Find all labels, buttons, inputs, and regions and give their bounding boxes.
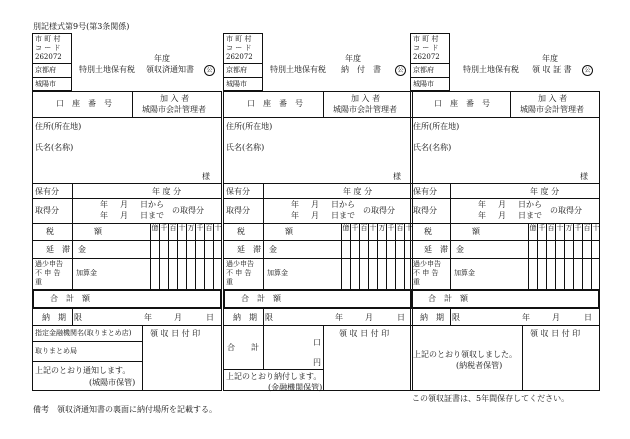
- column-line: [159, 223, 160, 289]
- field-label: 月: [311, 211, 319, 220]
- field-label: 日まで: [518, 211, 542, 220]
- tax-name: 特別土地保有税: [463, 65, 519, 74]
- rule-line: [32, 258, 222, 259]
- column-line: [582, 223, 583, 289]
- field-label: の取得分: [363, 206, 395, 215]
- rule-line: [32, 63, 72, 64]
- field-label: 過少申告: [413, 260, 441, 268]
- rule-line: [223, 258, 413, 259]
- field-label: 城陽市会計管理者: [520, 105, 584, 114]
- rule-line: [32, 325, 222, 326]
- column-line: [142, 325, 143, 391]
- field-label: 額: [472, 227, 480, 236]
- tax-name: 特別土地保有税: [79, 65, 135, 74]
- rule-line: [410, 63, 450, 64]
- field-label: 城陽市: [226, 80, 247, 88]
- column-line: [186, 223, 187, 289]
- field-label: 氏名(名称): [413, 143, 452, 152]
- digit-label: 万: [565, 224, 573, 232]
- field-label: 円: [313, 358, 321, 367]
- rule-line: [410, 117, 600, 118]
- field-label: 領 収 日 付 印: [339, 329, 390, 338]
- field-label: 領 収 日 付 印: [530, 329, 581, 338]
- field-label: 口: [313, 338, 321, 347]
- field-label: 加 入 者: [351, 94, 381, 103]
- field-label: 月: [311, 200, 319, 209]
- field-label: 指定金融機関名(取りまとめ店): [35, 329, 132, 337]
- digit-label: 百: [583, 224, 591, 232]
- field-label: 市 町 村: [413, 35, 439, 43]
- form-table: [410, 91, 600, 391]
- field-label: 氏名(名称): [35, 143, 74, 152]
- field-label: 合 計 額: [241, 294, 281, 303]
- field-label: の取得分: [550, 206, 582, 215]
- field-label: 月: [365, 313, 373, 322]
- rule-line: [32, 341, 142, 342]
- field-label: 城陽市会計管理者: [142, 105, 206, 114]
- digit-label: 百: [547, 224, 555, 232]
- field-label: 額: [94, 227, 102, 236]
- column-line: [537, 223, 538, 289]
- rule-line: [223, 117, 413, 118]
- field-label: 年: [291, 200, 299, 209]
- rule-line: [410, 198, 600, 199]
- rule-line: [223, 198, 413, 199]
- column-line: [450, 183, 451, 289]
- field-label: 上記のとおり領収しました。: [413, 350, 517, 359]
- digit-label: 千: [160, 224, 168, 232]
- field-label: 重: [413, 278, 420, 286]
- field-label: 京都府: [35, 66, 56, 74]
- field-label: 合: [227, 343, 235, 352]
- field-label: 月: [120, 211, 128, 220]
- field-label: 様: [202, 172, 210, 181]
- field-label: 日: [397, 313, 405, 322]
- field-label: 年 度 分: [343, 187, 373, 196]
- rule-line: [223, 369, 323, 370]
- rule-line: [223, 183, 413, 184]
- rule-line: [32, 361, 142, 362]
- digit-label: 十: [214, 224, 222, 232]
- field-label: 保有分: [226, 187, 250, 196]
- field-label: 月: [120, 200, 128, 209]
- field-label: 月: [498, 200, 506, 209]
- column-line: [591, 223, 592, 289]
- rule-line: [410, 258, 600, 259]
- field-label: 262072: [35, 53, 62, 61]
- form-table: [32, 91, 222, 391]
- column-line: [395, 223, 396, 289]
- digit-label: 万: [378, 224, 386, 232]
- column-line: [195, 223, 196, 289]
- column-line: [522, 325, 523, 391]
- column-line: [377, 223, 378, 289]
- field-label: 年: [291, 211, 299, 220]
- column-line: [555, 223, 556, 289]
- column-line: [323, 91, 324, 117]
- retention-note: この領収証書は、5年間保存してください。: [412, 394, 570, 403]
- field-label: 日まで: [331, 211, 355, 220]
- field-label: 額: [285, 227, 293, 236]
- field-label: 取得分: [413, 206, 437, 215]
- column-line: [510, 91, 511, 117]
- column-line: [177, 223, 178, 289]
- rule-line: [223, 240, 413, 241]
- digit-label: 十: [178, 224, 186, 232]
- column-line: [546, 223, 547, 289]
- field-label: 税: [424, 227, 432, 236]
- rule-line: [32, 77, 72, 78]
- field-label: コ ー ド: [226, 44, 252, 52]
- column-line: [168, 223, 169, 289]
- rule-line: [32, 240, 222, 241]
- column-line: [341, 223, 342, 289]
- column-line: [132, 91, 133, 117]
- field-label: 加算金: [454, 269, 475, 277]
- digit-label: 億: [529, 224, 537, 232]
- form-title: 別記様式第9号(第3条関係): [33, 22, 130, 31]
- field-label: 合 計 額: [428, 294, 468, 303]
- field-label: 納 期 限: [233, 313, 273, 322]
- rule-line: [32, 198, 222, 199]
- field-label: 日から: [331, 200, 355, 209]
- field-label: 住所(所在地): [226, 122, 273, 131]
- digit-label: 千: [196, 224, 204, 232]
- field-label: 年: [100, 200, 108, 209]
- field-label: 加算金: [267, 269, 288, 277]
- field-label: 日から: [140, 200, 164, 209]
- column-line: [359, 223, 360, 289]
- seal-icon: 公: [204, 65, 215, 76]
- field-label: 氏名(名称): [226, 143, 265, 152]
- field-label: 延 滞 金: [424, 245, 464, 254]
- field-label: 市 町 村: [226, 35, 252, 43]
- field-label: 過少申告: [35, 260, 63, 268]
- rule-line: [223, 325, 413, 326]
- field-label: 市 町 村: [35, 35, 61, 43]
- field-label: の取得分: [172, 206, 204, 215]
- field-label: 月: [174, 313, 182, 322]
- field-label: 年 度 分: [152, 187, 182, 196]
- field-label: 合 計 額: [50, 294, 90, 303]
- field-label: 保有分: [413, 187, 437, 196]
- column-line: [368, 223, 369, 289]
- digit-label: 百: [205, 224, 213, 232]
- field-label: 262072: [413, 53, 440, 61]
- field-label: (金融機関保管): [268, 383, 323, 392]
- column-line: [204, 223, 205, 289]
- field-label: 重: [35, 278, 42, 286]
- field-label: 税: [46, 227, 54, 236]
- column-line: [263, 183, 264, 289]
- column-line: [213, 223, 214, 289]
- field-label: 延 滞 金: [237, 245, 277, 254]
- field-label: 不 申 告: [413, 269, 439, 277]
- panel-notification: [32, 33, 222, 391]
- digit-label: 億: [342, 224, 350, 232]
- digit-label: 千: [351, 224, 359, 232]
- digit-label: 億: [151, 224, 159, 232]
- digit-label: 十: [405, 224, 413, 232]
- field-label: 月: [498, 211, 506, 220]
- field-label: 城陽市: [413, 80, 434, 88]
- field-label: 年: [522, 313, 530, 322]
- column-line: [386, 223, 387, 289]
- tax-name: 特別土地保有税: [270, 65, 326, 74]
- field-label: 加算金: [76, 269, 97, 277]
- field-label: 上記のとおり納付します。: [226, 372, 322, 381]
- field-label: 口 座 番 号: [56, 99, 112, 108]
- field-label: 京都府: [226, 66, 247, 74]
- column-line: [72, 183, 73, 289]
- field-label: 上記のとおり通知します。: [35, 366, 131, 375]
- field-label: 領 収 日 付 印: [150, 329, 201, 338]
- field-label: 年: [100, 211, 108, 220]
- field-label: (納税者保管): [456, 361, 503, 370]
- column-line: [564, 223, 565, 289]
- rule-line: [223, 77, 263, 78]
- panel-payment-slip: [223, 33, 413, 391]
- field-label: 262072: [226, 53, 253, 61]
- field-label: 様: [580, 172, 588, 181]
- field-label: コ ー ド: [35, 44, 61, 52]
- field-label: 様: [393, 172, 401, 181]
- field-label: 取得分: [226, 206, 250, 215]
- rule-line: [410, 77, 450, 78]
- field-label: 年: [144, 313, 152, 322]
- field-label: 日: [206, 313, 214, 322]
- field-label: 税: [237, 227, 245, 236]
- field-label: 京都府: [413, 66, 434, 74]
- panel-receipt: [410, 33, 600, 403]
- digit-label: 千: [387, 224, 395, 232]
- digit-label: 百: [360, 224, 368, 232]
- field-label: 加 入 者: [538, 94, 568, 103]
- field-label: 加 入 者: [160, 94, 190, 103]
- field-label: 重: [226, 278, 233, 286]
- field-label: 過少申告: [226, 260, 254, 268]
- field-label: 年: [335, 313, 343, 322]
- field-label: 日から: [518, 200, 542, 209]
- column-line: [528, 223, 529, 289]
- digit-label: 万: [187, 224, 195, 232]
- document-name: 納 付 書: [341, 65, 381, 74]
- column-line: [350, 223, 351, 289]
- column-line: [404, 223, 405, 289]
- field-label: 年度: [154, 54, 170, 63]
- field-label: 日: [584, 313, 592, 322]
- field-label: 住所(所在地): [413, 122, 460, 131]
- field-label: 年: [478, 200, 486, 209]
- field-label: 月: [552, 313, 560, 322]
- digit-label: 千: [538, 224, 546, 232]
- digit-label: 十: [369, 224, 377, 232]
- field-label: 年度: [345, 54, 361, 63]
- field-label: 城陽市: [35, 80, 56, 88]
- field-label: 延 滞 金: [46, 245, 86, 254]
- field-label: 納 期 限: [420, 313, 460, 322]
- digit-label: 百: [169, 224, 177, 232]
- column-line: [150, 223, 151, 289]
- field-label: 口 座 番 号: [247, 99, 303, 108]
- column-line: [573, 223, 574, 289]
- field-label: 城陽市会計管理者: [333, 105, 397, 114]
- digit-label: 千: [574, 224, 582, 232]
- rule-line: [223, 63, 263, 64]
- document-name: 領 収 証 書: [532, 65, 572, 74]
- footer-note: 備考 領収済通知書の裏面に納付場所を記載する。: [33, 405, 217, 414]
- field-label: 年度: [542, 54, 558, 63]
- rule-line: [32, 117, 222, 118]
- field-label: 取りまとめ局: [35, 347, 77, 355]
- field-label: 日まで: [140, 211, 164, 220]
- field-label: コ ー ド: [413, 44, 439, 52]
- seal-icon: 公: [395, 65, 406, 76]
- field-label: 計: [251, 343, 259, 352]
- digit-label: 百: [396, 224, 404, 232]
- rule-line: [410, 183, 600, 184]
- column-line: [323, 325, 324, 391]
- field-label: 年: [478, 211, 486, 220]
- column-line: [263, 325, 264, 369]
- rule-line: [410, 325, 600, 326]
- digit-label: 十: [556, 224, 564, 232]
- rule-line: [32, 183, 222, 184]
- field-label: 納 期 限: [42, 313, 82, 322]
- document-name: 領収済通知書: [146, 65, 194, 74]
- rule-line: [410, 240, 600, 241]
- field-label: (城陽市保管): [89, 378, 136, 387]
- field-label: 口 座 番 号: [434, 99, 490, 108]
- field-label: 年 度 分: [530, 187, 560, 196]
- field-label: 取得分: [35, 206, 59, 215]
- field-label: 不 申 告: [35, 269, 61, 277]
- field-label: 住所(所在地): [35, 122, 82, 131]
- field-label: 保有分: [35, 187, 59, 196]
- field-label: 不 申 告: [226, 269, 252, 277]
- seal-icon: 公: [582, 65, 593, 76]
- digit-label: 十: [592, 224, 600, 232]
